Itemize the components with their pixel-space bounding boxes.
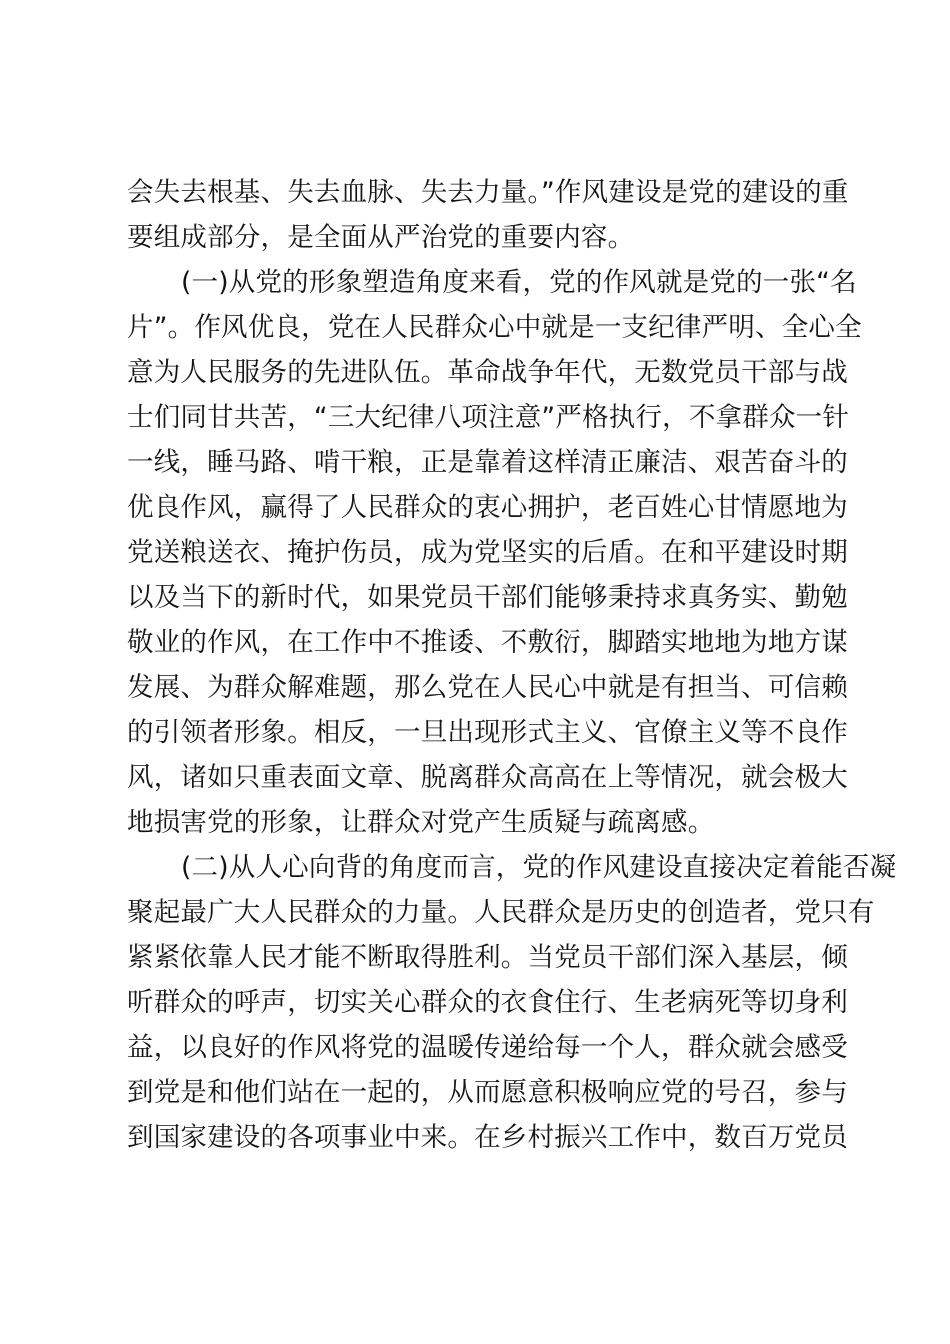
- text-line: 到国家建设的各项事业中来。在乡村振兴工作中，数百万党员: [127, 1122, 848, 1153]
- text-line: 敬业的作风，在工作中不推诿、不敷衍，脚踏实地地为地方谋: [127, 627, 848, 658]
- text-line: 要组成部分，是全面从严治党的重要内容。: [127, 222, 635, 253]
- text-line: 的引领者形象。相反，一旦出现形式主义、官僚主义等不良作: [127, 717, 848, 748]
- text-line: 发展、为群众解难题，那么党在人民心中就是有担当、可信赖: [127, 672, 848, 703]
- text-line: 以及当下的新时代，如果党员干部们能够秉持求真务实、勤勉: [127, 582, 848, 613]
- paragraph-start-line: (一)从党的形象塑造角度来看，党的作风就是党的一张“名: [181, 267, 857, 298]
- text-line: 优良作风，赢得了人民群众的衷心拥护，老百姓心甘情愿地为: [127, 492, 848, 523]
- text-line: 士们同甘共苦，“三大纪律八项注意”严格执行，不拿群众一针: [127, 402, 850, 433]
- text-line: 益，以良好的作风将党的温暖传递给每一个人，群众就会感受: [127, 1032, 848, 1063]
- text-line: 紧紧依靠人民才能不断取得胜利。当党员干部们深入基层，倾: [127, 942, 848, 973]
- text-line: 风，诸如只重表面文章、脱离群众高高在上等情况，就会极大: [127, 762, 848, 793]
- text-line: 一线，睡马路、啃干粮，正是靠着这样清正廉洁、艰苦奋斗的: [127, 447, 848, 478]
- paragraph-start-line: (二)从人心向背的角度而言，党的作风建设直接决定着能否凝: [181, 852, 897, 883]
- text-line: 到党是和他们站在一起的，从而愿意积极响应党的号召，参与: [127, 1077, 848, 1108]
- text-line: 聚起最广大人民群众的力量。人民群众是历史的创造者，党只有: [127, 897, 875, 928]
- text-line: 片”。作风优良，党在人民群众心中就是一支纪律严明、全心全: [127, 312, 862, 343]
- text-line: 意为人民服务的先进队伍。革命战争年代，无数党员干部与战: [127, 357, 848, 388]
- text-line: 听群众的呼声，切实关心群众的衣食住行、生老病死等切身利: [127, 987, 848, 1018]
- text-line: 地损害党的形象，让群众对党产生质疑与疏离感。: [127, 807, 715, 838]
- text-line: 会失去根基、失去血脉、失去力量。”作风建设是党的建设的重: [127, 177, 849, 208]
- text-line: 党送粮送衣、掩护伤员，成为党坚实的后盾。在和平建设时期: [127, 537, 848, 568]
